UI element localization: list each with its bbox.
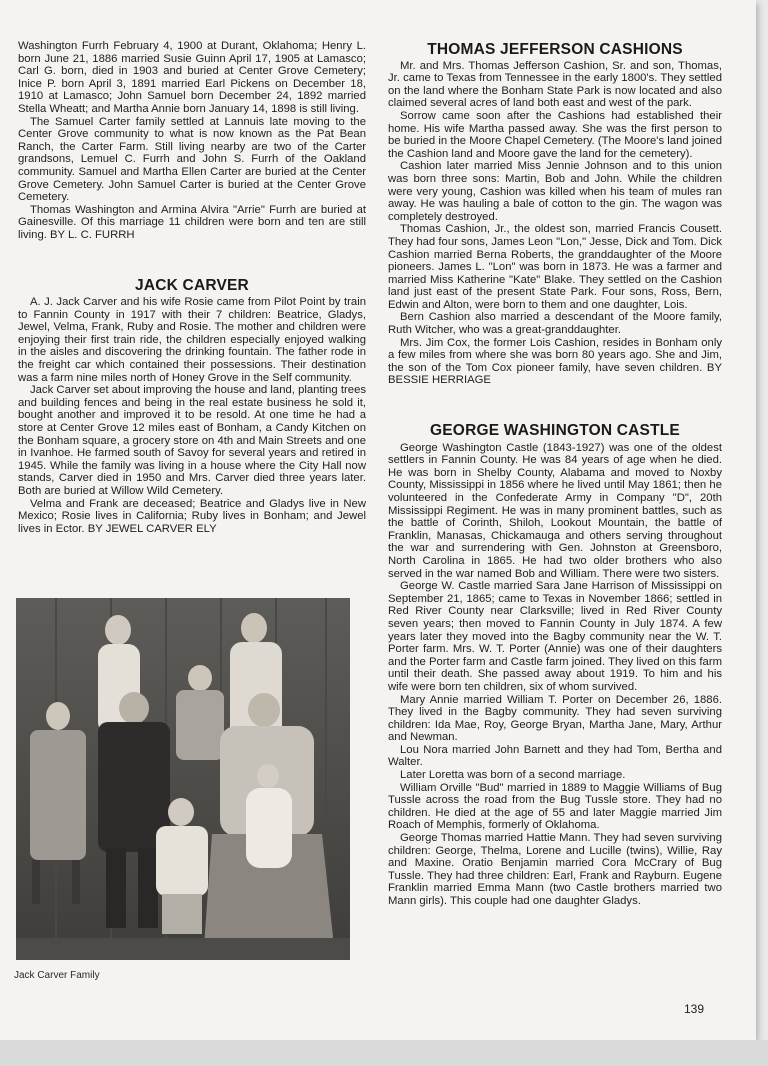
carver-paragraph: A. J. Jack Carver and his wife Rosie came from Pilot Point by train to Fannin County in 1917 with their 7 children: Beatrice, Gladys, Jewel, Velma, Frank, Ruby and Rosie. The mother and children were enjoying their first train ride, the children especially enjoyed walking in the aisles and discovering the drinking fountain. The father rode in the freight car which contained their possessions. Their destination was a farm nine miles north of Honey Grove in the Self community.: [18, 296, 366, 384]
castle-paragraph: George Thomas married Hattie Mann. They had seven surviving children: George, Thelma, Lorene and Lucille (twins), Willie, Ray and Maxine. Oratio Benjamin married Cora McCrary of Bug Tussle. They had three children: Earl, Frank and Rayburn. Eugene Franklin married Emma Mann (two Castle brothers married two Mann girls). This couple had one daughter Gladys.: [388, 832, 722, 907]
furrh-paragraph: Thomas Washington and Armina Alvira "Arrie" Furrh are buried at Gainesville. Of this marriage 11 children were born and ten are still living. BY L. C. FURRH: [18, 203, 366, 241]
cashions-paragraph: Thomas Cashion, Jr., the oldest son, married Francis Cousett. They had four sons, James Leon "Lon," Jesse, Dick and Tom. Dick Cashion married Berna Roberts, the granddaughter of the Moore pioneers. James L. "Lon" was born in 1873. He was a farmer and married Miss Katherine "Kate" Blake. They settled on the Cashion land just east of the present State Park. Four sons, Ross, Bern, Edwin and Alton, were born to them and one daughter, Lois.: [388, 223, 722, 311]
cashions-paragraph: Mr. and Mrs. Thomas Jefferson Cashion, Sr. and son, Thomas, Jr. came to Texas from Tennessee in the early 1800's. They settled on the land where the Bonham State Park is now located and also claimed several acres of land both east and west of the park.: [388, 59, 722, 110]
castle-paragraph: Lou Nora married John Barnett and they had Tom, Bertha and Walter.: [388, 743, 722, 769]
family-photo: [16, 598, 350, 960]
carver-paragraph: Jack Carver set about improving the house and land, planting trees and building fences and being in the real estate business he sold it, bought another and improved it to be resold. At one time he had a store at Center Grove 12 miles east of Bonham, a Candy Kitchen on the Bonham square, a grocery store on 4th and Main Streets and one in Ivanhoe. He farmed south of Savoy for several years and retired in 1945. While the family was living in a house where the City Hall now stands, Carver died in 1950 and Mrs. Carver died three years later. Both are buried at Willow Wild Cemetery.: [18, 384, 366, 497]
castle-paragraph: George W. Castle married Sara Jane Harrison of Mississippi on September 21, 1865; came to Texas in November 1866; settled in Red River County near Clarksville; lived in Red River County seven years; then moved to Fannin County in July 1874. A few years later they moved into the Bagby community near the W. T. Porter farm. Mrs. W. T. Porter (Annie) was one of their daughters and the Porter farm and Castle farm joined. They lived on this farm until their death. She passed away about 1919. To him and his wife were born ten children, six of whom survived.: [388, 580, 722, 693]
cashions-paragraph: Cashion later married Miss Jennie Johnson and to this union was born three sons: Martin, Bob and John. While the children were very young, Cashion was killed when his team of mules ran away. He was hauling a bale of cotton to the gin. The wagon was completely destroyed.: [388, 160, 722, 223]
furrh-paragraph: Washington Furrh February 4, 1900 at Durant, Oklahoma; Henry L. born June 21, 1886 married Susie Guinn April 17, 1905 at Lamasco; Carl G. born, died in 1903 and buried at Center Grove Cemetery; Inice P. born April 3, 1891 married Earl Pickens on December 18, 1910 at Lamasco; John Samuel born December 24, 1892 married Stella Wheatt; and Martha Annie born January 14, 1898 is still living.: [18, 40, 366, 115]
page-number: 139: [684, 1002, 705, 1016]
carver-paragraph: Velma and Frank are deceased; Beatrice and Gladys live in New Mexico; Rosie lives in California; Ruby lives in Bonham; and Jewel lives in Ector. BY JEWEL CARVER ELY: [18, 497, 366, 535]
scan-background: [0, 1040, 768, 1066]
cashions-paragraph: Bern Cashion also married a descendant of the Moore family, Ruth Witcher, who was a great-granddaughter.: [388, 311, 722, 337]
castle-paragraph: William Orville "Bud" married in 1889 to Maggie Williams of Bug Tussle across the road from the Bug Tussle store. They had no children. He died at the age of 55 and later Maggie married Jim Roach of Memphis, formerly of Oklahoma.: [388, 781, 722, 832]
castle-heading: GEORGE WASHINGTON CASTLE: [430, 422, 680, 440]
castle-paragraph: Mary Annie married William T. Porter on December 26, 1886. They lived in the Bagby community. They had seven surviving children: Ida Mae, Roy, George Bryan, Martha Jane, Mary, Arthur and Newman.: [388, 693, 722, 744]
castle-paragraph: George Washington Castle (1843-1927) was one of the oldest settlers in Fannin County. He was 84 years of age when he died. He was born in Shelby County, Alabama and moved to Noxby County, Mississippi in 1856 where he lived until May 1861; then he volunteered in the Confederate Army in Company "D", 20th Mississippi Regiment. He was in many prominent battles, such as the battle of Corinth, Shiloh, Lookout Mountain, the battle of Franklin, Manasas, Chickamauga and others serving throughout the war and surrendering with Gen. Johnston at Greensboro, North Carolina in 1865. He had two older brothers who also served in the war named Bob and William. There were two sisters.: [388, 441, 722, 580]
cashions-paragraph: Mrs. Jim Cox, the former Lois Cashion, resides in Bonham only a few miles from where she was born 80 years ago. She and Jim, the son of the Tom Cox pioneer family, have seven children. BY BESSIE HERRIAGE: [388, 336, 722, 387]
cashions-heading: THOMAS JEFFERSON CASHIONS: [427, 41, 683, 58]
left-column: [18, 40, 366, 535]
photo-caption: Jack Carver Family: [14, 970, 100, 981]
right-column: [388, 40, 722, 908]
furrh-paragraph: The Samuel Carter family settled at Lannuis late moving to the Center Grove community to what is now known as the Pat Bean Ranch, the Carter Farm. Still living nearby are two of the Carter grandsons, Lemuel C. Furrh and John S. Furrh of the Oakland community. Samuel and Martha Ellen Carter are buried at the Center Grove Cemetery. John Samuel Carter is buried at the Center Grove Cemetery.: [18, 115, 366, 204]
castle-paragraph: Later Loretta was born of a second marriage.: [400, 769, 626, 782]
cashions-paragraph: Sorrow came soon after the Cashions had established their home. His wife Martha passed away. She was the first person to be buried in the Moore Chapel Cemetery. (The Moore's land joined the Cashion land and Moore gave the land for the cemetery).: [388, 109, 722, 160]
carver-heading: JACK CARVER: [135, 276, 249, 294]
